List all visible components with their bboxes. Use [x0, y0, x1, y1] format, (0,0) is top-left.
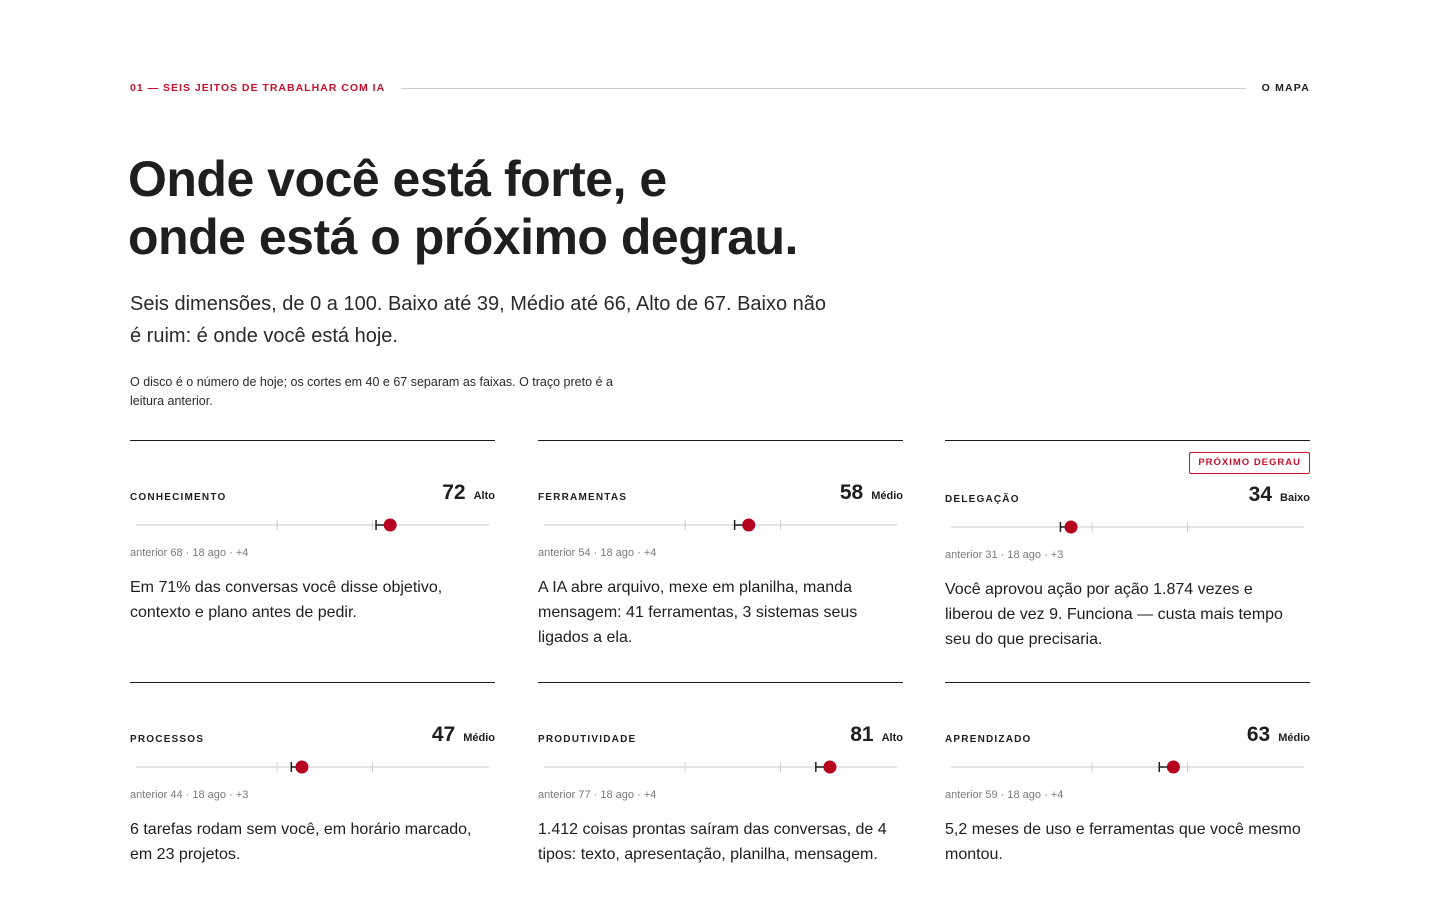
current-score-dot [384, 519, 397, 532]
section-header [130, 80, 1310, 96]
level-label: Médio [1278, 732, 1310, 744]
dimension-description: A IA abre arquivo, mexe em planilha, manda mensagem: 41 ferramentas, 3 sistemas seus ligados a ela. [538, 579, 858, 646]
dimension-description: 1.412 coisas prontas saíram das conversas, de 4 tipos: texto, apresentação, planilha, mensagem. [538, 821, 887, 863]
score-value: 63 [1246, 723, 1271, 746]
dimension-card-processos [130, 682, 495, 892]
score-group [840, 481, 903, 505]
dimension-card-delegacao [945, 440, 1310, 660]
dimension-name: CONHECIMENTO [130, 492, 227, 503]
dimension-card-aprendizado [945, 682, 1310, 892]
score-value: 47 [431, 723, 456, 746]
level-label: Médio [871, 490, 903, 502]
score-track-graphic [130, 515, 495, 535]
card-header [130, 723, 495, 747]
score-group [850, 723, 903, 747]
score-track [538, 515, 903, 535]
level-label: Alto [881, 732, 903, 744]
dimension-name: DELEGAÇÃO [945, 494, 1020, 505]
score-value: 34 [1248, 483, 1273, 506]
current-score-dot [1065, 521, 1078, 534]
intro-text: Seis dimensões, de 0 a 100. Baixo até 39, Médio até 66, Alto de 67. Baixo não é ruim: é onde você está hoje. [130, 293, 827, 347]
previous-reading: anterior 31 · 18 ago · +3 [945, 549, 1064, 561]
score-group [1249, 483, 1310, 507]
dimension-name: PRODUTIVIDADE [538, 734, 637, 745]
score-value: 72 [442, 481, 466, 504]
score-value: 58 [839, 481, 864, 504]
page-title-line-2: onde está o próximo degrau. [128, 209, 798, 265]
next-step-badge: PRÓXIMO DEGRAU [1189, 452, 1310, 474]
score-track [945, 517, 1310, 537]
card-header [945, 723, 1310, 747]
score-track-graphic [130, 757, 495, 777]
score-group [442, 481, 495, 505]
level-label: Baixo [1280, 492, 1310, 504]
dimension-card-conhecimento [130, 440, 495, 660]
dimension-name: APRENDIZADO [945, 734, 1032, 745]
card-header [130, 481, 495, 505]
previous-reading: anterior 68 · 18 ago · +4 [130, 547, 249, 559]
dimension-name: PROCESSOS [130, 734, 205, 745]
score-group [432, 723, 495, 747]
score-track [945, 757, 1310, 777]
level-label: Médio [463, 732, 495, 744]
level-label: Alto [473, 490, 495, 502]
score-track-graphic [945, 517, 1310, 537]
dimension-description: 6 tarefas rodam sem você, em horário marcado, em 23 projetos. [130, 821, 472, 863]
dimension-description: Você aprovou ação por ação 1.874 vezes e liberou de vez 9. Funciona — custa mais tempo seu do que precisaria. [945, 581, 1283, 648]
current-score-dot [1167, 761, 1180, 774]
current-score-dot [823, 761, 836, 774]
dimension-description: Em 71% das conversas você disse objetivo, contexto e plano antes de pedir. [130, 579, 443, 621]
dimension-name: FERRAMENTAS [538, 492, 628, 503]
dimension-description: 5,2 meses de uso e ferramentas que você mesmo montou. [945, 821, 1301, 863]
previous-reading: anterior 77 · 18 ago · +4 [538, 789, 657, 801]
previous-reading: anterior 54 · 18 ago · +4 [538, 547, 657, 559]
section-eyebrow: 01 — SEIS JEITOS DE TRABALHAR COM IA [130, 82, 386, 94]
score-track-graphic [538, 515, 903, 535]
current-score-dot [295, 761, 308, 774]
page-title-line-1: Onde você está forte, e [128, 151, 667, 207]
legend-note: O disco é o número de hoje; os cortes em 40 e 67 separam as faixas. O traço preto é a leitura anterior. [130, 375, 613, 408]
dimension-card-produtividade [538, 682, 903, 892]
section-label: O MAPA [1261, 82, 1310, 94]
card-header [538, 723, 903, 747]
previous-reading: anterior 44 · 18 ago · +3 [130, 789, 249, 801]
previous-reading: anterior 59 · 18 ago · +4 [945, 789, 1064, 801]
score-group [1247, 723, 1310, 747]
current-score-dot [742, 519, 755, 532]
card-header [945, 483, 1310, 507]
score-track-graphic [538, 757, 903, 777]
dimension-card-ferramentas [538, 440, 903, 660]
score-track [538, 757, 903, 777]
header-divider [401, 88, 1245, 89]
score-track [130, 515, 495, 535]
score-track [130, 757, 495, 777]
score-value: 81 [850, 723, 874, 746]
page-title [128, 150, 908, 266]
card-header [538, 481, 903, 505]
score-track-graphic [945, 757, 1310, 777]
